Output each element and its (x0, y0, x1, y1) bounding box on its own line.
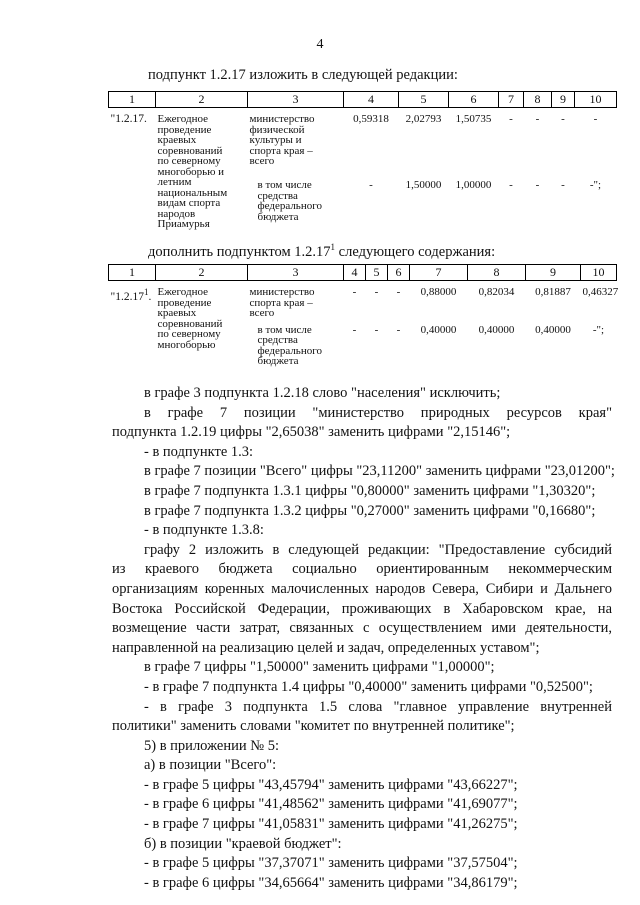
cell-line: спорта края – (249, 144, 313, 157)
value-cell: 0,40000 (420, 323, 457, 336)
text-line: организациям коренных малочисленных народов Севера, Сибири и Дальнего (112, 580, 612, 597)
value-cell: 0,81887 (535, 286, 571, 298)
table-cell-executor (248, 108, 344, 177)
column-header: 1 (109, 265, 156, 281)
cell-line: Ежегодное (157, 286, 208, 298)
text-line: подпункта 1.2.19 цифры "2,65038" заменить цифрами "2,15146"; (112, 424, 511, 441)
cell-line: по северному (157, 328, 221, 340)
heading-text: дополнить подпунктом 1.2.17 (148, 243, 331, 260)
table-cell-event (156, 108, 248, 230)
value-cell: 2,02793 (405, 113, 442, 125)
value-cell: 0,88000 (420, 286, 457, 298)
column-header: 5 (399, 92, 449, 108)
cell-line: по северному (157, 155, 221, 167)
column-header: 4 (344, 265, 366, 281)
text-line: - в подпункте 1.3: (144, 443, 254, 460)
cell-line: соревнований (157, 144, 223, 157)
column-header: 10 (581, 265, 617, 281)
cell-line: народов (157, 207, 196, 220)
value-cell: - (352, 323, 357, 336)
text-line: Востока Российской Федерации, проживающих в Хабаровском крае, на (112, 600, 612, 617)
cell-line: средства (257, 334, 298, 346)
cell-line: министерство (249, 113, 315, 125)
heading-subpoint-1-2-17-1 (148, 242, 495, 261)
text-line: - в подпункте 1.3.8: (144, 522, 264, 539)
cell-line: федерального (257, 344, 322, 357)
text-line: возмещение части затрат, связанных с осуществлением ими деятельности, (112, 620, 612, 637)
text-line: а) в позиции "Всего": (144, 757, 277, 774)
column-header: 9 (552, 92, 575, 108)
column-header: 10 (575, 92, 617, 108)
cell-line: проведение (157, 123, 212, 136)
table-cell-event (156, 281, 248, 367)
column-header: 2 (156, 92, 248, 108)
value-cell: -"; (592, 323, 605, 336)
table-cell-code (109, 281, 156, 367)
column-header: 4 (344, 92, 399, 108)
table-cell-code: "1.2.17. (110, 113, 147, 125)
value-cell: - (509, 179, 513, 192)
value-cell: 1,50000 (405, 179, 442, 192)
cell-line: культуры и (249, 134, 302, 146)
column-header: 9 (526, 265, 581, 281)
text-line: - в графе 6 цифры "34,65664" заменить цифрами "34,86179"; (144, 874, 518, 891)
cell-line: многоборью (157, 338, 216, 351)
cell-line: федерального (257, 200, 322, 213)
text-line: в графе 7 цифры "1,50000" заменить цифрами "1,00000"; (144, 659, 495, 676)
text-line: - в графе 6 цифры "41,48562" заменить цифрами "41,69077"; (144, 796, 518, 813)
cell-line: многоборью и (157, 165, 225, 178)
text-line: - в графе 3 подпункта 1.5 слова "главное управление внутренней (144, 698, 612, 715)
value-cell: - (374, 286, 379, 298)
column-header: 3 (248, 265, 344, 281)
text-line: - в графе 5 цифры "37,37071" заменить цифрами "37,57504"; (144, 855, 518, 872)
column-header: 8 (524, 92, 552, 108)
heading-text: следующего содержания: (335, 243, 496, 260)
amendment-table-1-2-17 (108, 91, 617, 230)
cell-line: соревнований (157, 317, 223, 330)
value-cell: - (535, 179, 540, 192)
table-cell-executor (248, 319, 344, 367)
cell-line: всего (249, 307, 275, 319)
column-header: 7 (410, 265, 468, 281)
code-text: "1.2.17 (110, 290, 144, 303)
cell-line: всего (249, 155, 275, 167)
table-cell-executor (248, 176, 344, 229)
table-cell-executor (248, 281, 344, 319)
code-text: . (148, 290, 152, 303)
superscript: 1 (330, 242, 336, 252)
cell-line: Ежегодное (157, 113, 208, 125)
text-line: в графе 7 позиции "министерство природных ресурсов края" (144, 404, 612, 421)
text-line: из краевого бюджета социально ориентированным некоммерческим (112, 561, 612, 578)
value-cell: 0,40000 (535, 323, 571, 336)
text-line: в графе 7 позиции "Всего" цифры "23,11200" заменить цифрами "23,01200"; (144, 463, 615, 480)
text-line: - в графе 5 цифры "43,45794" заменить цифрами "43,66227"; (144, 776, 518, 793)
cell-line: физической (249, 123, 305, 136)
value-cell: - (396, 323, 401, 336)
text-line: в графе 3 подпункта 1.2.18 слово "населения" исключить; (144, 385, 501, 401)
cell-line: бюджета (257, 355, 299, 367)
heading-subpoint-1-2-17: подпункт 1.2.17 изложить в следующей редакции: (148, 67, 458, 83)
text-line: - в графе 7 цифры "41,05831" заменить цифрами "41,26275"; (144, 816, 518, 833)
text-line: в графе 7 подпункта 1.3.2 цифры "0,27000" заменить цифрами "0,16680"; (144, 502, 596, 519)
column-header: 3 (248, 92, 344, 108)
value-cell: 0,59318 (353, 113, 389, 125)
value-cell: - (369, 179, 373, 192)
text-line: 5) в приложении № 5: (144, 737, 279, 754)
value-cell: - (593, 113, 598, 125)
cell-line: краевых (157, 307, 197, 319)
text-line: б) в позиции "краевой бюджет": (144, 835, 342, 852)
cell-line: в том числе (257, 179, 312, 192)
amendment-table-1-2-17-1 (108, 264, 617, 367)
text-line: в графе 7 подпункта 1.3.1 цифры "0,80000" заменить цифрами "1,30320"; (144, 482, 596, 499)
value-cell: 0,46327 (582, 286, 619, 298)
text-line: направленной на реализацию целей и задач, определенных уставом"; (112, 639, 540, 656)
value-cell: 0,82034 (478, 286, 515, 298)
cell-line: летним (157, 176, 192, 188)
cell-line: министерство (249, 286, 315, 298)
column-header: 2 (156, 265, 248, 281)
value-cell: 1,00000 (455, 179, 492, 192)
superscript: 1 (143, 287, 149, 297)
cell-line: спорта края – (249, 296, 313, 309)
cell-line: бюджета (257, 210, 299, 223)
page-number: 4 (316, 37, 324, 52)
value-cell: - (509, 113, 513, 125)
value-cell: - (535, 113, 540, 125)
column-header: 5 (366, 265, 388, 281)
cell-line: национальным (157, 186, 228, 199)
value-cell: - (352, 286, 357, 298)
value-cell: - (396, 286, 401, 298)
column-header: 6 (388, 265, 410, 281)
value-cell: - (561, 179, 565, 192)
value-cell: -"; (589, 179, 602, 192)
value-cell: 1,50735 (455, 113, 492, 125)
cell-line: Приамурья (157, 218, 210, 230)
cell-line: средства (257, 189, 298, 202)
column-header: 7 (499, 92, 524, 108)
column-header: 8 (468, 265, 526, 281)
cell-line: краевых (157, 134, 197, 146)
value-cell: 0,40000 (478, 323, 515, 336)
cell-line: видам спорта (157, 197, 221, 209)
cell-line: проведение (157, 296, 212, 309)
cell-line: в том числе (257, 323, 312, 336)
amendment-text (112, 384, 615, 893)
text-line: политики" заменить словами "комитет по внутренней политике"; (112, 718, 515, 735)
column-header: 1 (109, 92, 156, 108)
value-cell: - (561, 113, 565, 125)
value-cell: - (374, 323, 379, 336)
column-header: 6 (449, 92, 499, 108)
text-line: - в графе 7 подпункта 1.4 цифры "0,40000" заменить цифрами "0,52500"; (144, 678, 593, 695)
text-line: графу 2 изложить в следующей редакции: "Предоставление субсидий (144, 541, 612, 558)
